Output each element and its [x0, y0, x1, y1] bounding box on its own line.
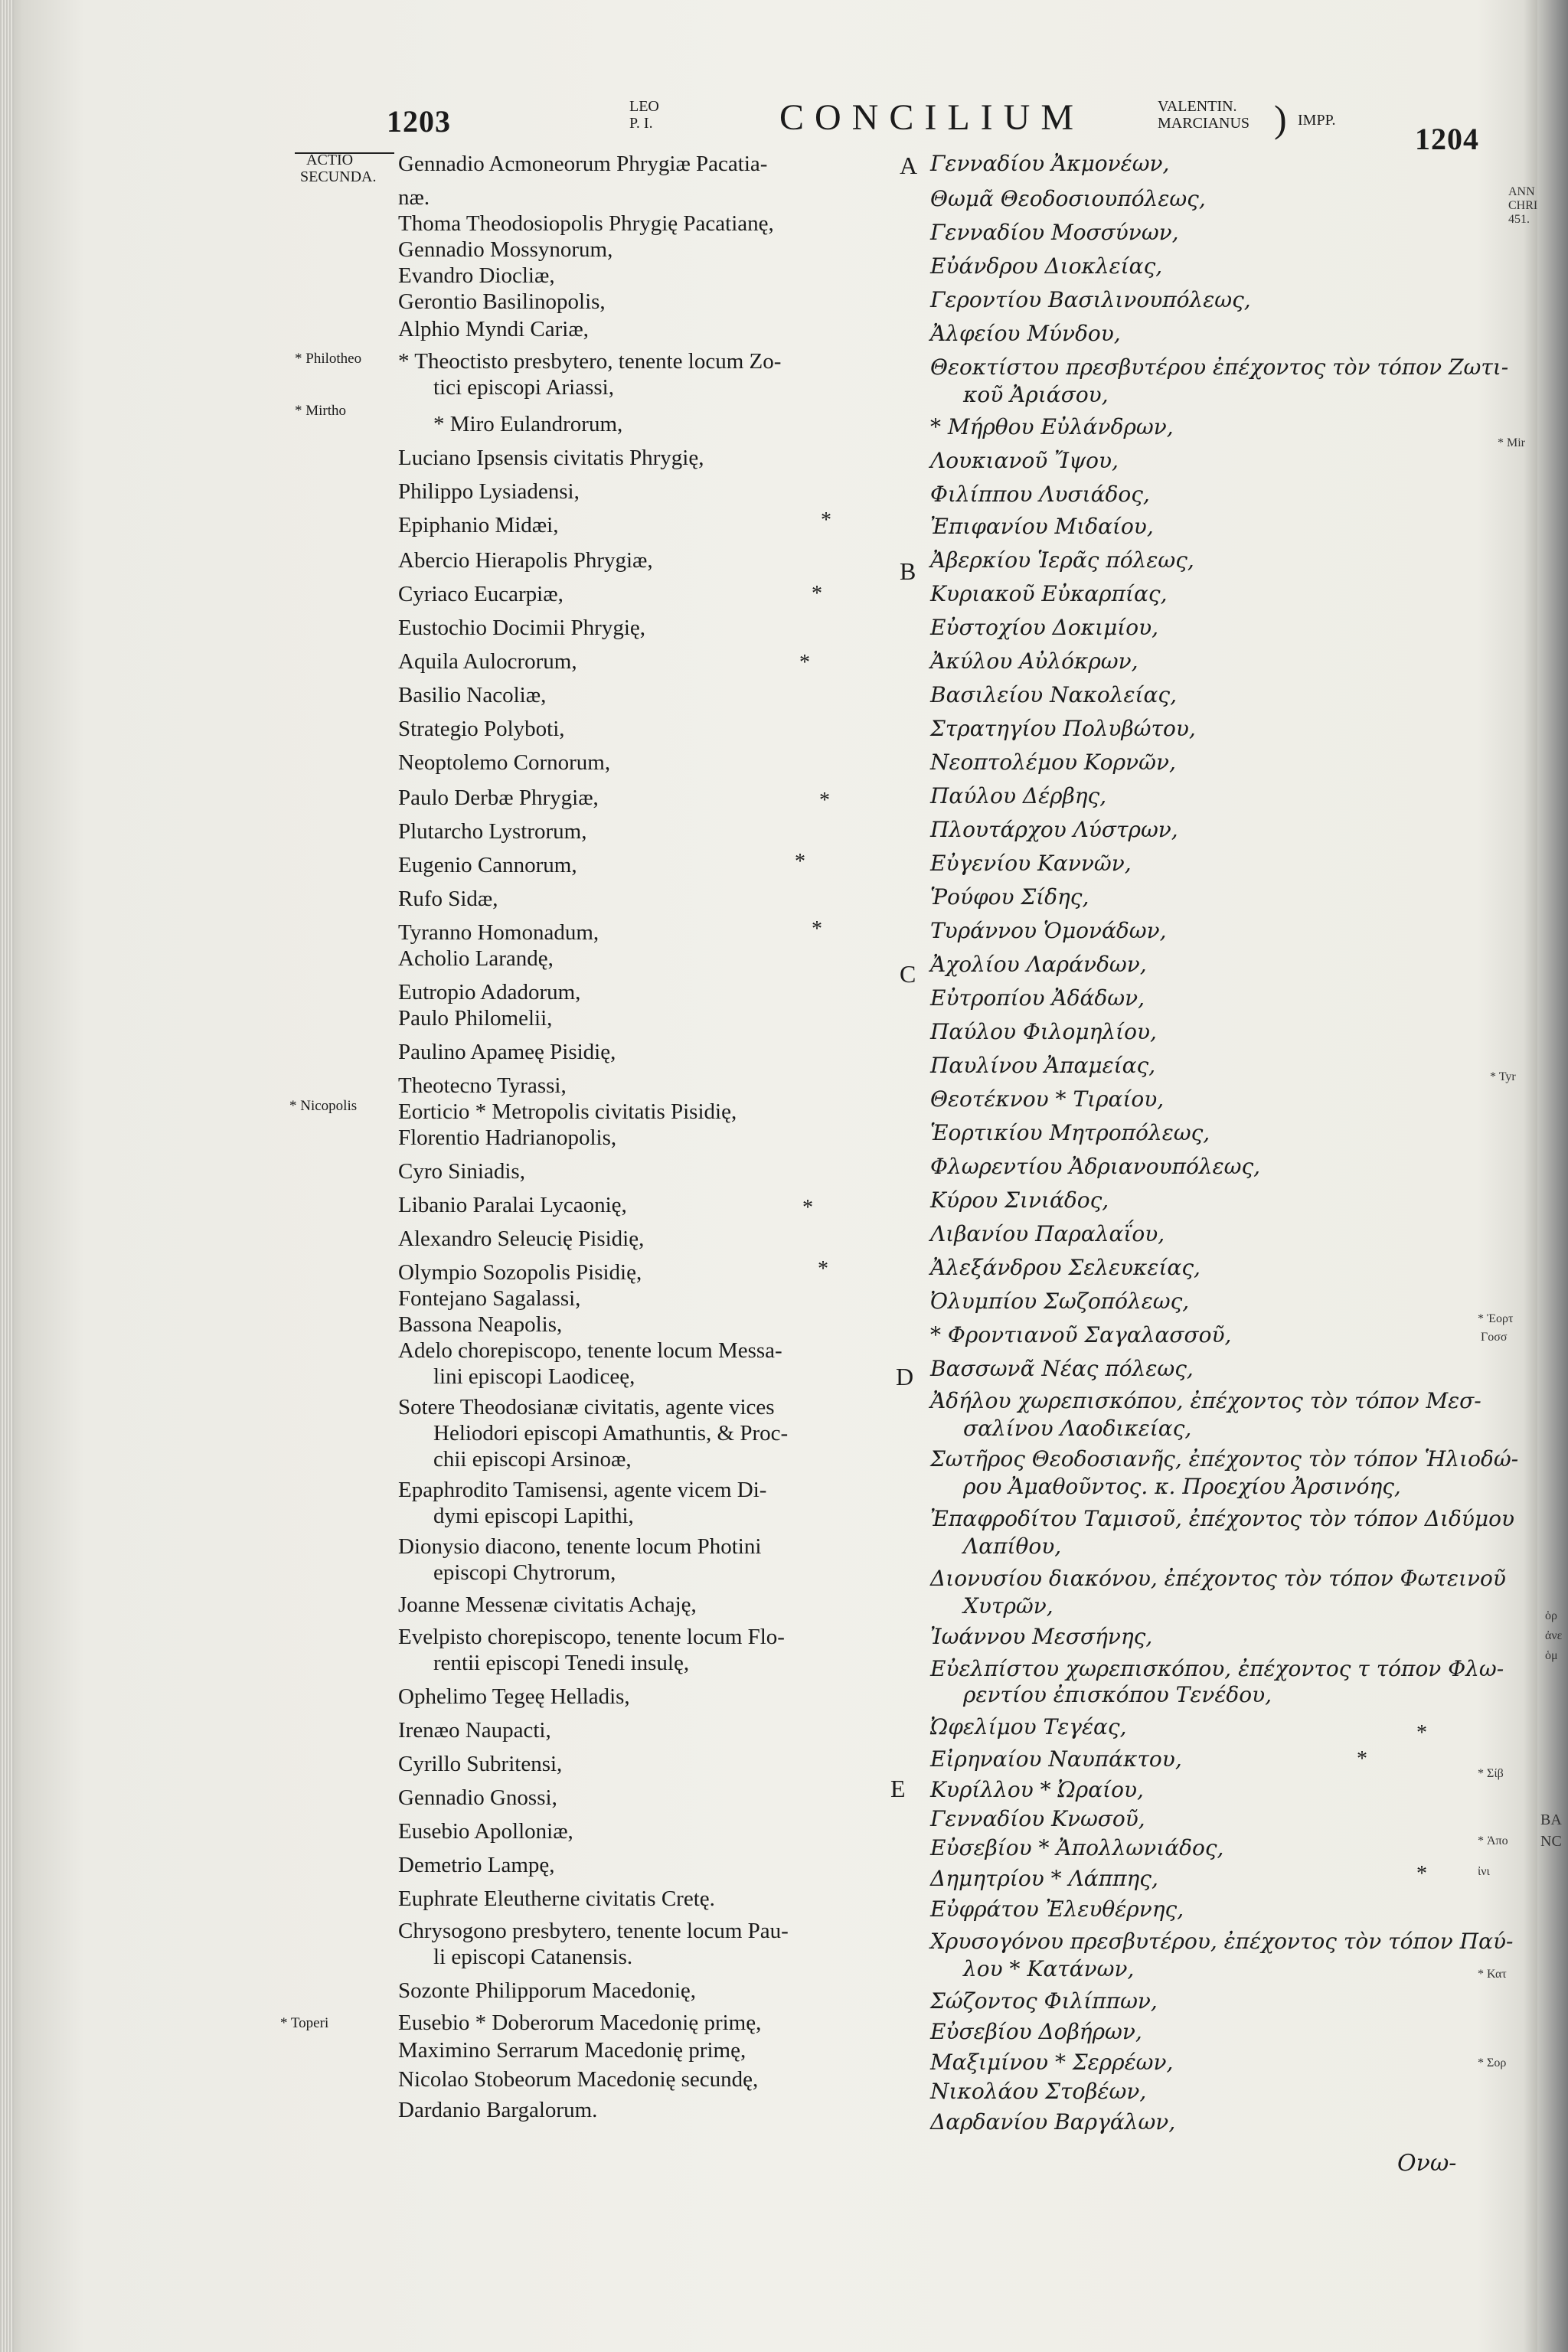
- greek-line: Λιβανίου Παραλαΐου,: [930, 1221, 1165, 1246]
- latin-line: Tyranno Homonadum,: [398, 920, 599, 945]
- greek-line: Εὐφράτου Ἐλευθέρνης,: [930, 1896, 1184, 1922]
- greek-line: Χρυσογόνου πρεσβυτέρου, ἐπέχοντος τὸν τόπον Παύ-: [930, 1929, 1514, 1954]
- latin-line: Eusebio * Doberorum Macedonię primę,: [398, 2011, 762, 2035]
- greek-line: Εὐτροπίου Ἀδάδων,: [930, 985, 1145, 1011]
- left-page-number: 1203: [387, 104, 451, 139]
- asterisk-mark: *: [1416, 1721, 1427, 1745]
- right-page-number: 1204: [1415, 122, 1479, 156]
- greek-line: Λουκιανοῦ Ἴψου,: [930, 448, 1119, 473]
- latin-line: Gennadio Acmoneorum Phrygiæ Pacatia-: [398, 152, 768, 176]
- latin-line: chii episcopi Arsinoæ,: [433, 1447, 632, 1472]
- latin-line: Rufo Sidæ,: [398, 887, 498, 911]
- tab-mirtho: * Mir: [1498, 436, 1525, 449]
- greek-line: Θωμᾶ Θεοδοσιουπόλεως,: [930, 186, 1206, 211]
- section-letter-b: B: [900, 557, 916, 585]
- right-margin-note: * Κατ: [1478, 1968, 1507, 1981]
- catchword: Ονω-: [1397, 2150, 1457, 2177]
- latin-line: Theotecno Tyrassi,: [398, 1073, 567, 1098]
- book-gutter: [1537, 0, 1568, 2352]
- greek-line: Στρατηγίου Πολυβώτου,: [930, 716, 1196, 741]
- latin-line: Alphio Myndi Cariæ,: [398, 317, 589, 341]
- greek-line: λου * Κατάνων,: [963, 1956, 1135, 1981]
- greek-line: Ῥούφου Σίδης,: [930, 884, 1089, 910]
- greek-line: Ἀβερκίου Ἱερᾶς πόλεως,: [930, 547, 1194, 573]
- tab-nc: NC: [1540, 1833, 1562, 1850]
- section-letter-a: A: [900, 152, 918, 179]
- greek-line: Γεροντίου Βασιλινουπόλεως,: [930, 287, 1251, 312]
- right-ref-suffix: IMPP.: [1298, 112, 1336, 129]
- latin-line: rentii episcopi Tenedi insulę,: [433, 1651, 690, 1675]
- greek-line: κοῦ Ἀριάσου,: [963, 382, 1109, 407]
- greek-line: Φιλίππου Λυσιάδος,: [930, 482, 1150, 507]
- greek-line: Βασσωνᾶ Νέας πόλεως,: [930, 1356, 1194, 1381]
- greek-line: * Μήρθου Εὐλάνδρων,: [930, 414, 1174, 439]
- latin-line: Bassona Neapolis,: [398, 1312, 563, 1337]
- greek-line: Γενναδίου Μοσσύνων,: [930, 220, 1179, 245]
- greek-line: Γενναδίου Κνωσοῦ,: [930, 1806, 1145, 1831]
- latin-line: tici episcopi Ariassi,: [433, 375, 614, 400]
- tab-tyraeo: * Tyr: [1490, 1070, 1516, 1083]
- greek-line: Διονυσίου διακόνου, ἐπέχοντος τὸν τόπον Φωτεινοῦ: [930, 1566, 1506, 1591]
- latin-line: Sotere Theodosianæ civitatis, agente vices: [398, 1395, 775, 1419]
- right-margin-note: ἰνι: [1478, 1865, 1490, 1878]
- latin-line: Eorticio * Metropolis civitatis Pisidię,: [398, 1099, 737, 1124]
- greek-line: Ἐπαφροδίτου Ταμισοῦ, ἐπέχοντος τὸν τόπον Διδύμου: [930, 1506, 1514, 1531]
- latin-line: Demetrio Lampę,: [398, 1853, 555, 1877]
- greek-line: Παυλίνου Ἀπαμείας,: [930, 1053, 1156, 1078]
- latin-line: dymi episcopi Lapithi,: [433, 1504, 634, 1528]
- latin-line: Aquila Aulocrorum,: [398, 649, 577, 674]
- right-running-ref: [1158, 98, 1250, 132]
- greek-line: Εὐγενίου Καννῶν,: [930, 851, 1132, 876]
- right-margin-note: Γοσσ: [1481, 1331, 1508, 1344]
- right-ref-top: VALENTIN.: [1158, 98, 1237, 115]
- greek-line: Δαρδανίου Βαργάλων,: [930, 2109, 1176, 2135]
- latin-line: Dionysio diacono, tenente locum Photini: [398, 1534, 762, 1559]
- greek-line: Σωτῆρος Θεοδοσιανῆς, ἐπέχοντος τὸν τόπον Ἡλιοδώ-: [930, 1446, 1519, 1472]
- latin-line: Nicolao Stobeorum Macedonię secundę,: [398, 2067, 759, 2092]
- margin-note-mirtho: * Mirtho: [295, 403, 347, 419]
- latin-line: Olympio Sozopolis Pisidię,: [398, 1260, 642, 1285]
- latin-line: Strategio Polyboti,: [398, 717, 565, 741]
- right-year-tab: [1508, 185, 1537, 227]
- greek-line: Νεοπτολέμου Κορνῶν,: [930, 750, 1176, 775]
- greek-line: Εὐελπίστου χωρεπισκόπου, ἐπέχοντος τ τόπον Φλω-: [930, 1656, 1504, 1681]
- latin-line: Epaphrodito Tamisensi, agente vicem Di-: [398, 1478, 767, 1502]
- latin-line: Libanio Paralai Lycaonię,: [398, 1193, 627, 1217]
- greek-line: Ἀχολίου Λαράνδων,: [930, 952, 1147, 977]
- latin-line: Maximino Serrarum Macedonię primę,: [398, 2038, 746, 2063]
- greek-line: Κυρίλλου * Ὠραίου,: [930, 1777, 1144, 1802]
- latin-line: Neoptolemo Cornorum,: [398, 750, 611, 775]
- greek-line: Βασιλείου Νακολείας,: [930, 682, 1177, 707]
- latin-line: Plutarcho Lystrorum,: [398, 819, 587, 844]
- margin-note-toperi: * Toperi: [280, 2015, 329, 2031]
- greek-line: Γενναδίου Ἀκμονέων,: [930, 151, 1170, 176]
- latin-line: Alexandro Seleucię Pisidię,: [398, 1227, 645, 1251]
- greek-line: Ἑορτικίου Μητροπόλεως,: [930, 1120, 1210, 1145]
- latin-line: Sozonte Philipporum Macedonię,: [398, 1978, 697, 2003]
- latin-line: Cyrillo Subritensi,: [398, 1752, 563, 1776]
- latin-line: Fontejano Sagalassi,: [398, 1286, 581, 1311]
- greek-line: Παύλου Δέρβης,: [930, 783, 1107, 808]
- latin-line: Ophelimo Tegeę Helladis,: [398, 1684, 630, 1709]
- asterisk-mark: *: [812, 582, 822, 606]
- latin-line: Chrysogono presbytero, tenente locum Pau-: [398, 1919, 789, 1943]
- latin-line: Dardanio Bargalorum.: [398, 2098, 598, 2122]
- left-ref-bottom: P. I.: [629, 115, 653, 132]
- latin-line: * Theoctisto presbytero, tenente locum Zo-: [398, 349, 782, 374]
- greek-line: Ἀλφείου Μύνδου,: [930, 321, 1121, 346]
- greek-line: Πλουτάρχου Λύστρων,: [930, 817, 1178, 842]
- greek-line: * Φροντιανοῦ Σαγαλασσοῦ,: [930, 1322, 1232, 1348]
- latin-line: Eustochio Docimii Phrygię,: [398, 616, 645, 640]
- actio-label: [300, 152, 376, 185]
- latin-line: Gerontio Basilinopolis,: [398, 289, 606, 314]
- latin-line: Epiphanio Midæi,: [398, 513, 559, 537]
- greek-line: Ἀδήλου χωρεπισκόπου, ἐπέχοντος τὸν τόπον Μεσ-: [930, 1388, 1481, 1413]
- latin-line: næ.: [398, 185, 430, 210]
- asterisk-mark: *: [795, 850, 805, 874]
- actio-line2: SECUNDA.: [300, 168, 377, 185]
- tab-anno: ANN: [1508, 185, 1535, 198]
- greek-line: Νικολάου Στοβέων,: [930, 2079, 1147, 2104]
- latin-line: Evandro Diocliæ,: [398, 263, 555, 288]
- greek-line: Κύρου Σινιάδος,: [930, 1187, 1109, 1213]
- latin-line: Eusebio Apolloniæ,: [398, 1819, 573, 1844]
- greek-line: Ἐπιφανίου Μιδαίου,: [930, 514, 1154, 539]
- section-letter-d: D: [896, 1363, 914, 1390]
- margin-note-nicopolis: * Nicopolis: [289, 1098, 358, 1114]
- latin-line: Euphrate Eleutherne civitatis Cretę.: [398, 1886, 715, 1911]
- greek-line: Λαπίθου,: [963, 1534, 1062, 1559]
- greek-line: Σώζοντος Φιλίππων,: [930, 1988, 1158, 2014]
- right-margin-note: ὁρ: [1545, 1609, 1557, 1622]
- latin-line: li episcopi Catanensis.: [433, 1945, 633, 1969]
- right-margin-note: * Σίβ: [1478, 1767, 1504, 1780]
- greek-line: Παύλου Φιλομηλίου,: [930, 1019, 1157, 1044]
- asterisk-mark: *: [821, 508, 831, 532]
- latin-line: Thoma Theodosiopolis Phrygię Pacatianę,: [398, 211, 774, 236]
- asterisk-mark: *: [799, 651, 810, 675]
- asterisk-mark: *: [819, 789, 830, 812]
- greek-line: Τυράννου Ὁμονάδων,: [930, 918, 1167, 943]
- page-edge: [0, 0, 14, 2352]
- greek-line: Κυριακοῦ Εὐκαρπίας,: [930, 581, 1168, 606]
- latin-line: Eutropio Adadorum,: [398, 980, 581, 1004]
- actio-line1: ACTIO: [306, 152, 354, 168]
- greek-line: Ὠφελίμου Τεγέας,: [930, 1714, 1127, 1740]
- tab-year: 451.: [1508, 213, 1530, 226]
- latin-line: Evelpisto chorepiscopo, tenente locum Flo-: [398, 1625, 785, 1649]
- greek-line: Εὐάνδρου Διοκλείας,: [930, 253, 1163, 279]
- greek-line: Εἰρηναίου Ναυπάκτου,: [930, 1746, 1182, 1772]
- greek-line: Ἀκύλου Αὐλόκρων,: [930, 648, 1138, 674]
- latin-line: Paulo Derbæ Phrygiæ,: [398, 786, 599, 810]
- latin-line: Joanne Messenæ civitatis Achaję,: [398, 1592, 697, 1617]
- section-letter-e: E: [890, 1775, 906, 1802]
- latin-line: * Miro Eulandrorum,: [433, 412, 623, 436]
- asterisk-mark: *: [812, 917, 822, 941]
- right-ref-bottom: MARCIANUS: [1158, 115, 1250, 132]
- greek-line: Εὐσεβίου Δοβήρων,: [930, 2019, 1142, 2044]
- running-title: CONCILIUM: [779, 97, 1084, 138]
- asterisk-mark: *: [1416, 1862, 1427, 1886]
- latin-line: lini episcopi Laodiceę,: [433, 1364, 635, 1389]
- right-margin-note: ὁμ: [1545, 1649, 1558, 1662]
- latin-line: episcopi Chytrorum,: [433, 1560, 616, 1585]
- greek-line: Εὐσεβίου * Ἀπολλωνιάδος,: [930, 1835, 1224, 1860]
- latin-line: Basilio Nacoliæ,: [398, 683, 547, 707]
- latin-line: Cyriaco Eucarpiæ,: [398, 582, 564, 606]
- latin-line: Philippo Lysiadensi,: [398, 479, 580, 504]
- right-margin-note: * Σορ: [1478, 2056, 1507, 2069]
- greek-line: Εὐστοχίου Δοκιμίου,: [930, 615, 1159, 640]
- greek-line: Θεοκτίστου πρεσβυτέρου ἐπέχοντος τὸν τόπον Ζωτι-: [930, 354, 1509, 380]
- greek-line: Δημητρίου * Λάππης,: [930, 1866, 1158, 1891]
- greek-line: Ἰωάννου Μεσσήνης,: [930, 1624, 1153, 1649]
- latin-line: Eugenio Cannorum,: [398, 853, 577, 877]
- latin-line: Paulino Apameę Pisidię,: [398, 1040, 616, 1064]
- greek-line: Θεοτέκνου * Τιραίου,: [930, 1086, 1165, 1112]
- left-ref-top: LEO: [629, 98, 659, 115]
- latin-line: Irenæo Naupacti,: [398, 1718, 551, 1743]
- right-margin-note: * Ἐορτ: [1478, 1312, 1514, 1325]
- header-brace: ): [1274, 97, 1287, 140]
- greek-line: Ἀλεξάνδρου Σελευκείας,: [930, 1255, 1200, 1280]
- right-margin-note: * Ἀπο: [1478, 1834, 1508, 1847]
- left-running-ref: [629, 98, 659, 132]
- greek-line: Χυτρῶν,: [963, 1593, 1054, 1619]
- latin-line: Paulo Philomelii,: [398, 1006, 553, 1031]
- latin-line: Gennadio Mossynorum,: [398, 237, 613, 262]
- latin-line: Adelo chorepiscopo, tenente locum Messa-: [398, 1338, 782, 1363]
- latin-line: Cyro Siniadis,: [398, 1159, 525, 1184]
- latin-line: Gennadio Gnossi,: [398, 1785, 557, 1810]
- latin-line: Luciano Ipsensis civitatis Phrygię,: [398, 446, 704, 470]
- margin-note-philotheo: * Philotheo: [295, 351, 362, 367]
- tab-christi: CHRI: [1508, 199, 1538, 212]
- asterisk-mark: *: [802, 1196, 813, 1220]
- latin-line: Florentio Hadrianopolis,: [398, 1125, 617, 1150]
- asterisk-mark: *: [1357, 1747, 1367, 1771]
- latin-line: Acholio Larandę,: [398, 946, 554, 971]
- greek-line: σαλίνου Λαοδικείας,: [963, 1416, 1192, 1441]
- tab-ba: BA: [1540, 1811, 1562, 1828]
- greek-line: ρου Ἀμαθοῦντος. κ. Προεχίου Ἀρσινόης,: [963, 1474, 1401, 1499]
- right-margin-note: ἀνε: [1545, 1629, 1563, 1642]
- section-letter-c: C: [900, 960, 916, 988]
- asterisk-mark: *: [818, 1257, 828, 1281]
- greek-line: Ὀλυμπίου Σωζοπόλεως,: [930, 1289, 1190, 1314]
- latin-line: Abercio Hierapolis Phrygiæ,: [398, 548, 653, 573]
- latin-line: Heliodori episcopi Amathuntis, & Proc-: [433, 1421, 789, 1446]
- greek-line: Μαξιμίνου * Σερρέων,: [930, 2050, 1174, 2075]
- greek-line: ρεντίου ἐπισκόπου Τενέδου,: [963, 1682, 1272, 1707]
- greek-line: Φλωρεντίου Ἀδριανουπόλεως,: [930, 1154, 1261, 1179]
